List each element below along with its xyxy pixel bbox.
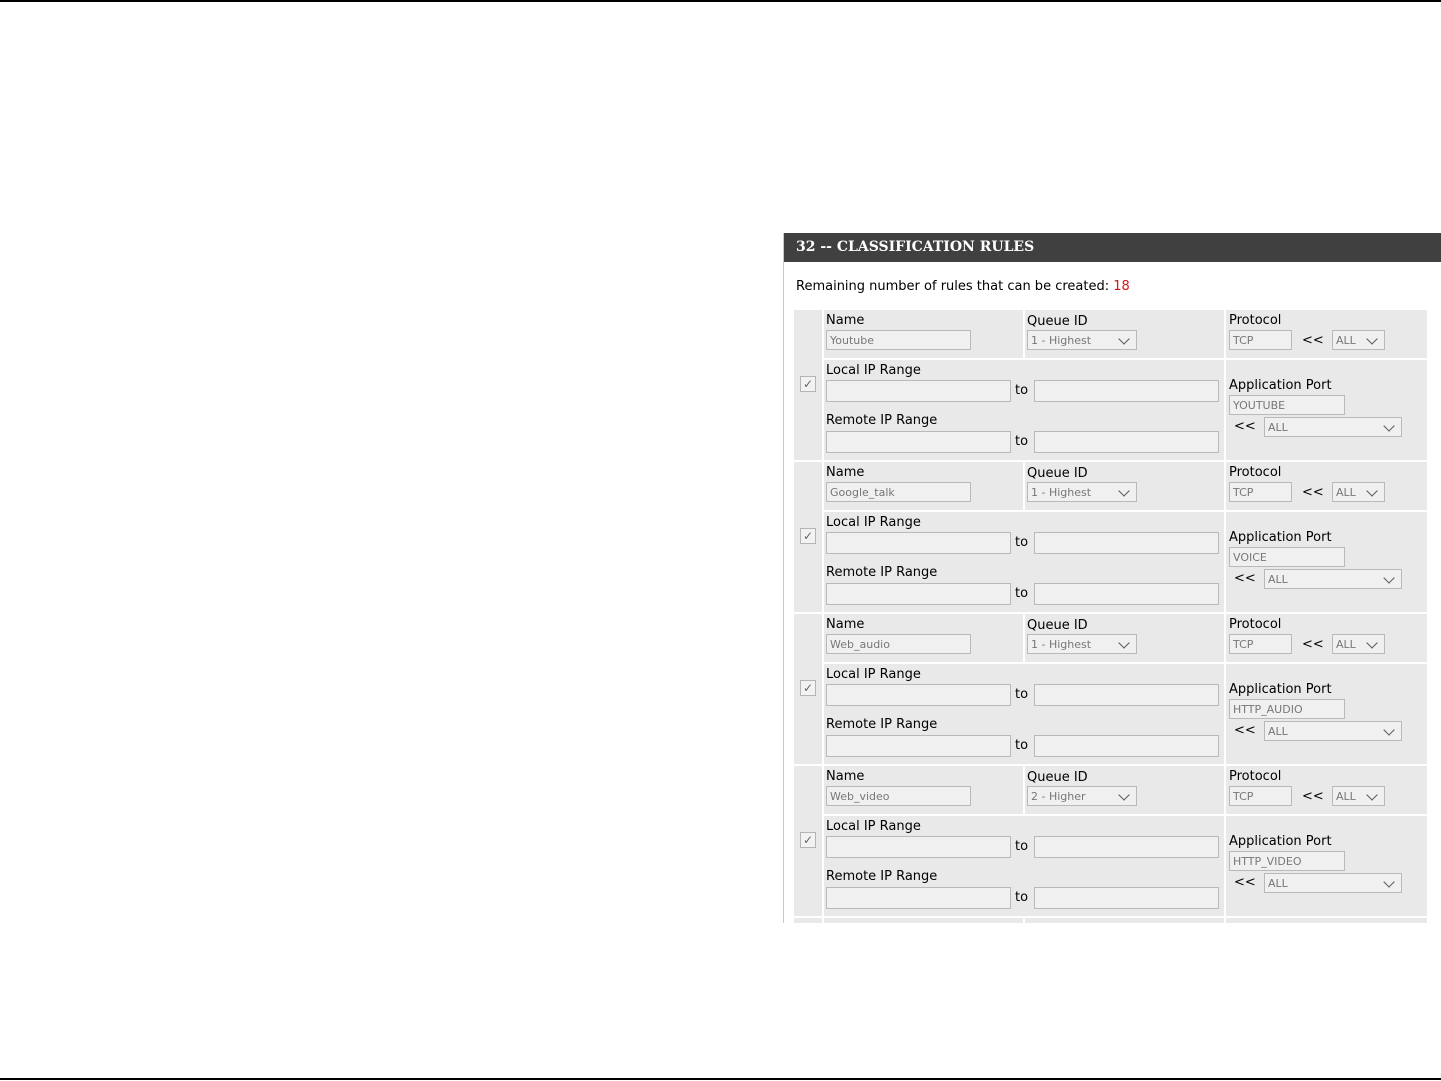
application-port-input[interactable]: HTTP_VIDEO <box>1229 851 1345 871</box>
remote-ip-to-input[interactable] <box>1034 583 1219 605</box>
rule-row <box>794 310 1427 460</box>
application-port-cell <box>1226 360 1427 460</box>
local-to-label: to <box>1015 839 1029 854</box>
name-cell <box>824 918 1023 923</box>
remote-ip-from-input[interactable] <box>826 887 1011 909</box>
queue-id-select[interactable]: 1 - Highest <box>1027 482 1137 502</box>
local-ip-from-input[interactable] <box>826 684 1011 706</box>
protocol-input[interactable]: TCP <box>1229 634 1292 654</box>
remote-ip-range-label: Remote IP Range <box>826 565 938 580</box>
protocol-select[interactable]: ALL <box>1332 482 1385 502</box>
panel-title: 32 -- CLASSIFICATION RULES <box>784 233 1441 262</box>
rule-enable-cell <box>794 462 822 612</box>
app-copy-arrows[interactable]: << <box>1234 875 1256 890</box>
protocol-cell <box>1226 462 1427 510</box>
queue-id-select[interactable]: 1 - Highest <box>1027 330 1137 350</box>
rule-row <box>794 766 1427 916</box>
protocol-input[interactable]: TCP <box>1229 786 1292 806</box>
rule-row <box>794 462 1427 612</box>
remote-ip-from-input[interactable] <box>826 735 1011 757</box>
local-to-label: to <box>1015 687 1029 702</box>
application-port-label: Application Port <box>1229 378 1332 393</box>
remote-ip-range-label: Remote IP Range <box>826 869 938 884</box>
queue-cell <box>1025 766 1224 814</box>
protocol-copy-arrows[interactable]: << <box>1302 333 1324 348</box>
rule-enable-checkbox[interactable]: ✓ <box>800 680 816 696</box>
name-cell <box>824 614 1023 662</box>
protocol-cell <box>1226 310 1427 358</box>
remote-ip-range-label: Remote IP Range <box>826 717 938 732</box>
application-port-label: Application Port <box>1229 530 1332 545</box>
local-ip-range-label: Local IP Range <box>826 667 921 682</box>
app-copy-arrows[interactable]: << <box>1234 419 1256 434</box>
protocol-input[interactable]: TCP <box>1229 482 1292 502</box>
remote-to-label: to <box>1015 738 1029 753</box>
name-label: Name <box>826 769 865 784</box>
local-to-label: to <box>1015 535 1029 550</box>
rule-enable-cell <box>794 918 822 923</box>
remote-ip-to-input[interactable] <box>1034 431 1219 453</box>
queue-cell <box>1025 310 1224 358</box>
protocol-copy-arrows[interactable]: << <box>1302 637 1324 652</box>
queue-id-label: Queue ID <box>1027 466 1088 481</box>
name-input[interactable]: Google_talk <box>826 482 971 502</box>
application-port-input[interactable]: YOUTUBE <box>1229 395 1345 415</box>
ip-range-cell <box>824 360 1224 460</box>
application-select[interactable]: ALL <box>1264 873 1402 893</box>
queue-cell <box>1025 918 1224 923</box>
remote-ip-range-label: Remote IP Range <box>826 413 938 428</box>
protocol-copy-arrows[interactable]: << <box>1302 485 1324 500</box>
name-label: Name <box>826 465 865 480</box>
application-select[interactable]: ALL <box>1264 417 1402 437</box>
queue-id-select[interactable]: 2 - Higher <box>1027 786 1137 806</box>
rule-enable-checkbox[interactable]: ✓ <box>800 832 816 848</box>
local-ip-range-label: Local IP Range <box>826 819 921 834</box>
local-ip-to-input[interactable] <box>1034 380 1219 402</box>
local-ip-range-label: Local IP Range <box>826 363 921 378</box>
protocol-label: Protocol <box>1229 313 1282 328</box>
rule-enable-cell <box>794 766 822 916</box>
rule-row-partial <box>794 918 1427 923</box>
rule-enable-cell <box>794 614 822 764</box>
protocol-select[interactable]: ALL <box>1332 786 1385 806</box>
name-label: Name <box>826 313 865 328</box>
queue-id-label: Queue ID <box>1027 770 1088 785</box>
remaining-count: 18 <box>1113 279 1130 294</box>
ip-range-cell <box>824 664 1224 764</box>
app-copy-arrows[interactable]: << <box>1234 723 1256 738</box>
protocol-copy-arrows[interactable]: << <box>1302 789 1324 804</box>
bottom-border-line <box>0 1078 1441 1080</box>
local-ip-to-input[interactable] <box>1034 532 1219 554</box>
application-select[interactable]: ALL <box>1264 569 1402 589</box>
local-ip-range-label: Local IP Range <box>826 515 921 530</box>
protocol-cell <box>1226 614 1427 662</box>
protocol-input[interactable]: TCP <box>1229 330 1292 350</box>
remaining-label: Remaining number of rules that can be created: <box>796 279 1110 294</box>
top-border-line <box>0 0 1441 2</box>
application-port-cell <box>1226 512 1427 612</box>
name-input[interactable]: Youtube <box>826 330 971 350</box>
local-ip-from-input[interactable] <box>826 532 1011 554</box>
application-port-cell <box>1226 816 1427 916</box>
ip-range-cell <box>824 816 1224 916</box>
remote-to-label: to <box>1015 586 1029 601</box>
rule-row <box>794 614 1427 764</box>
application-port-cell <box>1226 664 1427 764</box>
queue-cell <box>1025 614 1224 662</box>
remote-to-label: to <box>1015 890 1029 905</box>
name-input[interactable]: Web_video <box>826 786 971 806</box>
remote-ip-from-input[interactable] <box>826 583 1011 605</box>
queue-cell <box>1025 462 1224 510</box>
queue-id-select[interactable]: 1 - Highest <box>1027 634 1137 654</box>
application-select[interactable]: ALL <box>1264 721 1402 741</box>
rule-enable-checkbox[interactable]: ✓ <box>800 376 816 392</box>
remote-ip-to-input[interactable] <box>1034 735 1219 757</box>
remaining-rules-text <box>784 262 1441 305</box>
application-port-input[interactable]: HTTP_AUDIO <box>1229 699 1345 719</box>
queue-id-label: Queue ID <box>1027 314 1088 329</box>
local-ip-to-input[interactable] <box>1034 836 1219 858</box>
protocol-label: Protocol <box>1229 465 1282 480</box>
local-ip-from-input[interactable] <box>826 836 1011 858</box>
protocol-select[interactable]: ALL <box>1332 634 1385 654</box>
rules-list <box>794 310 1427 923</box>
protocol-label: Protocol <box>1229 769 1282 784</box>
remote-to-label: to <box>1015 434 1029 449</box>
remote-ip-from-input[interactable] <box>826 431 1011 453</box>
rule-enable-cell <box>794 310 822 460</box>
rule-enable-checkbox[interactable]: ✓ <box>800 528 816 544</box>
protocol-select[interactable]: ALL <box>1332 330 1385 350</box>
application-port-input[interactable]: VOICE <box>1229 547 1345 567</box>
remote-ip-to-input[interactable] <box>1034 887 1219 909</box>
local-ip-from-input[interactable] <box>826 380 1011 402</box>
protocol-cell <box>1226 766 1427 814</box>
name-cell <box>824 766 1023 814</box>
name-input[interactable]: Web_audio <box>826 634 971 654</box>
local-to-label: to <box>1015 383 1029 398</box>
app-copy-arrows[interactable]: << <box>1234 571 1256 586</box>
queue-id-label: Queue ID <box>1027 618 1088 633</box>
name-cell <box>824 310 1023 358</box>
local-ip-to-input[interactable] <box>1034 684 1219 706</box>
protocol-label: Protocol <box>1229 617 1282 632</box>
application-port-label: Application Port <box>1229 682 1332 697</box>
name-cell <box>824 462 1023 510</box>
application-port-label: Application Port <box>1229 834 1332 849</box>
protocol-cell <box>1226 918 1427 923</box>
name-label: Name <box>826 617 865 632</box>
ip-range-cell <box>824 512 1224 612</box>
classification-rules-panel <box>783 233 1441 923</box>
